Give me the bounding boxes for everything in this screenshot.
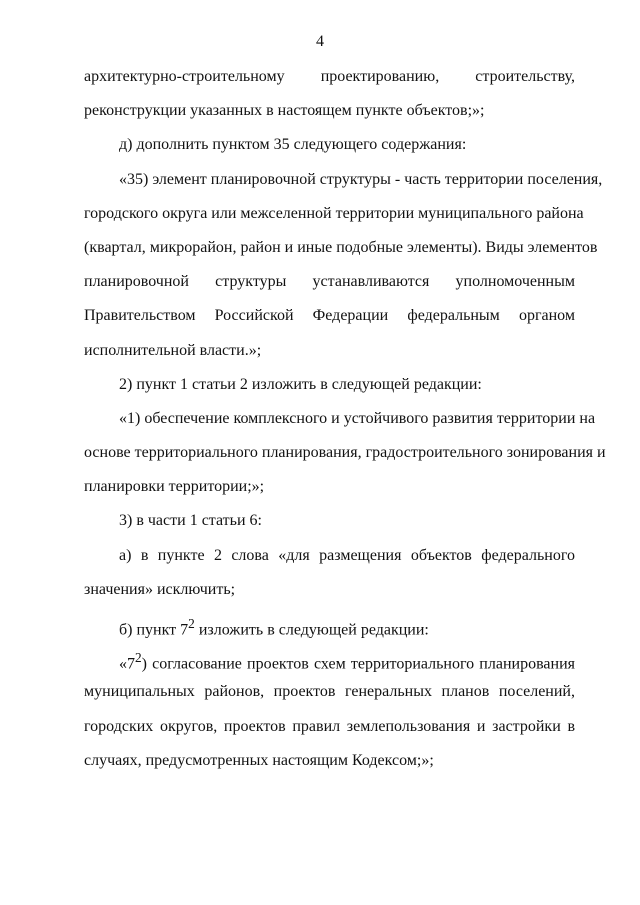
text-line: «35) элемент планировочной структуры - часть территории поселения,	[119, 170, 603, 188]
text-line: архитектурно-строительному проектированию, строительству,	[84, 68, 575, 85]
text-line: 3) в части 1 статьи 6:	[119, 512, 262, 530]
text-line: а) в пункте 2 слова «для размещения объектов федерального	[119, 546, 575, 564]
text-line: «1) обеспечение комплексного и устойчивого развития территории на	[119, 409, 596, 427]
text-line: значения» исключить;	[84, 580, 236, 598]
text-run: б) пункт 7	[119, 621, 189, 639]
text-run: изложить в следующей редакции:	[194, 621, 429, 639]
text-line: 2) пункт 1 статьи 2 изложить в следующей редакции:	[119, 375, 482, 393]
text-line: реконструкции указанных в настоящем пункте объектов;»;	[84, 102, 485, 120]
text-line: основе территориального планирования, градостроительного зонирования и	[84, 444, 606, 462]
text-line: (квартал, микрорайон, район и иные подобные элементы). Виды элементов	[84, 238, 598, 256]
text-line: городских округов, проектов правил землепользования и застройки в	[84, 717, 575, 735]
text-line	[84, 645, 575, 679]
text-line: планировочной структуры устанавливаются уполномоченным	[84, 273, 575, 291]
text-line	[84, 611, 575, 645]
text-run: ) согласование проектов схем территориального планирования	[141, 655, 575, 673]
text-line: исполнительной власти.»;	[84, 341, 262, 359]
page-number: 4	[316, 33, 324, 50]
text-line: Правительством Российской Федерации федеральным органом	[84, 307, 575, 325]
text-line: планировки территории;»;	[84, 478, 265, 496]
text-run: «7	[119, 655, 135, 673]
document-body	[84, 64, 606, 782]
text-line: случаях, предусмотренных настоящим Кодексом;»;	[84, 751, 434, 769]
superscript: 2	[135, 650, 142, 666]
text-line: д) дополнить пунктом 35 следующего содержания:	[119, 136, 467, 154]
text-line: муниципальных районов, проектов генеральных планов поселений,	[84, 683, 575, 701]
superscript: 2	[188, 616, 195, 631]
text-line: городского округа или межселенной территории муниципального района	[84, 204, 584, 222]
